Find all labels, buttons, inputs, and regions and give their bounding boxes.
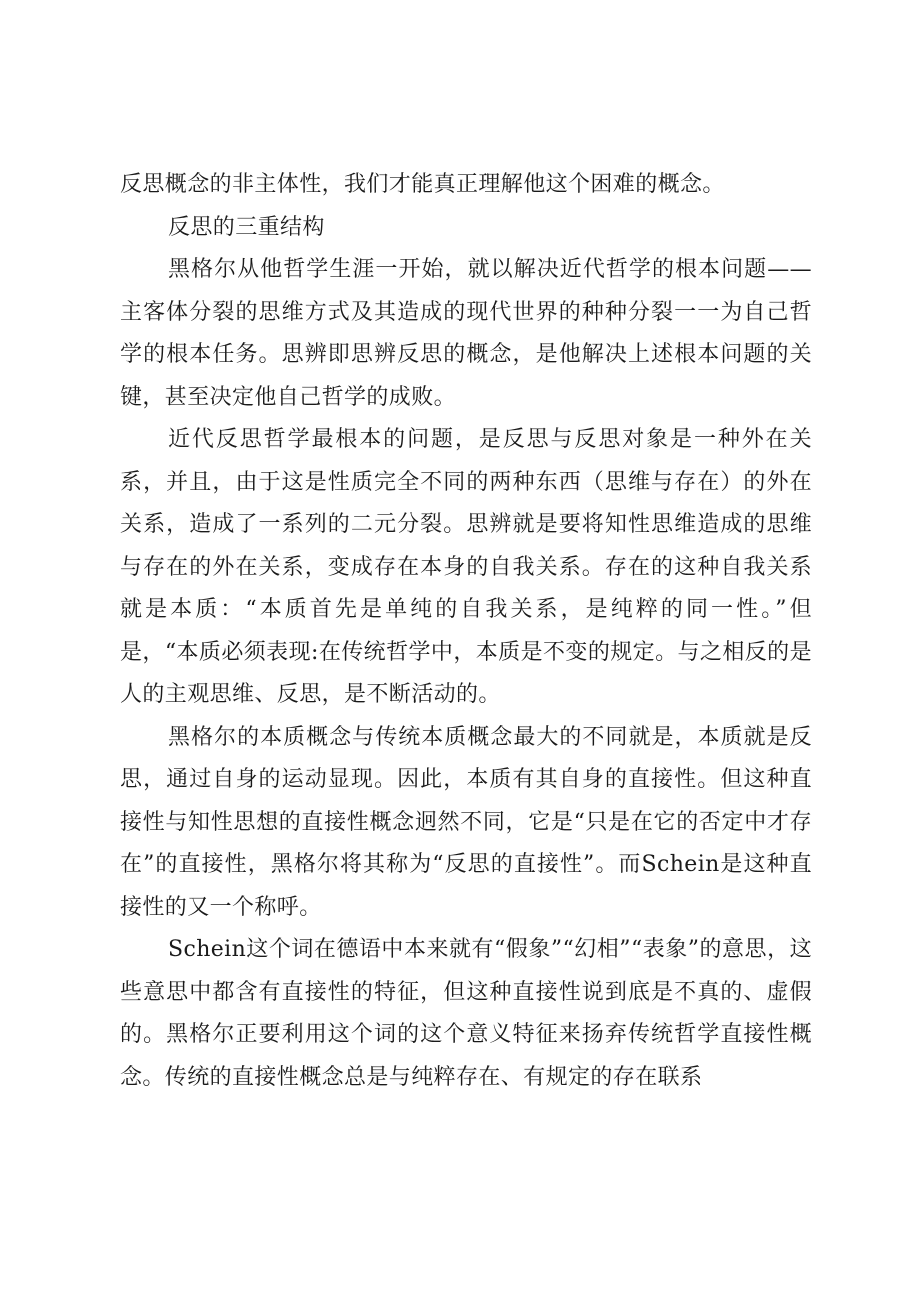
document-body [120, 164, 812, 1099]
paragraph: Schein这个词在德语中本来就有“假象”“幻相”“表象”的意思，这些意思中都含有直接性的特征，但这种直接性说到底是不真的、虚假的。黑格尔正要利用这个词的这个意义特征来扬弃传统哲学直接性概念。传统的直接性概念总是与纯粹存在、有规定的存在联系 [120, 937, 812, 1090]
paragraph: 黑格尔从他哲学生涯一开始，就以解决近代哲学的根本问题——主客体分裂的思维方式及其造成的现代世界的种种分裂一一为自己哲学的根本任务。思辨即思辨反思的概念，是他解决上述根本问题的关键，甚至决定他自己哲学的成败。 [120, 257, 812, 410]
paragraph: 黑格尔的本质概念与传统本质概念最大的不同就是，本质就是反思，通过自身的运动显现。因此，本质有其自身的直接性。但这种直接性与知性思想的直接性概念迥然不同，它是“只是在它的否定中才存在”的直接性，黑格尔将其称为“反思的直接性”。而Schein是这种直接性的又一个称呼。 [120, 724, 812, 920]
paragraph-continuation: 反思概念的非主体性，我们才能真正理解他这个困难的概念。 [120, 172, 725, 197]
section-heading: 反思的三重结构 [168, 214, 325, 240]
paragraph: 近代反思哲学最根本的问题，是反思与反思对象是一种外在关系，并且，由于这是性质完全不同的两种东西（思维与存在）的外在关系，造成了一系列的二元分裂。思辨就是要将知性思维造成的思维与存在的外在关系，变成存在本身的自我关系。存在的这种自我关系就是本质：“本质首先是单纯的自我关系，是纯粹的同一性。”但是，“本质必须表现:在传统哲学中，本质是不变的规定。与之相反的是人的主观思维、反思，是不断活动的。 [120, 427, 812, 707]
